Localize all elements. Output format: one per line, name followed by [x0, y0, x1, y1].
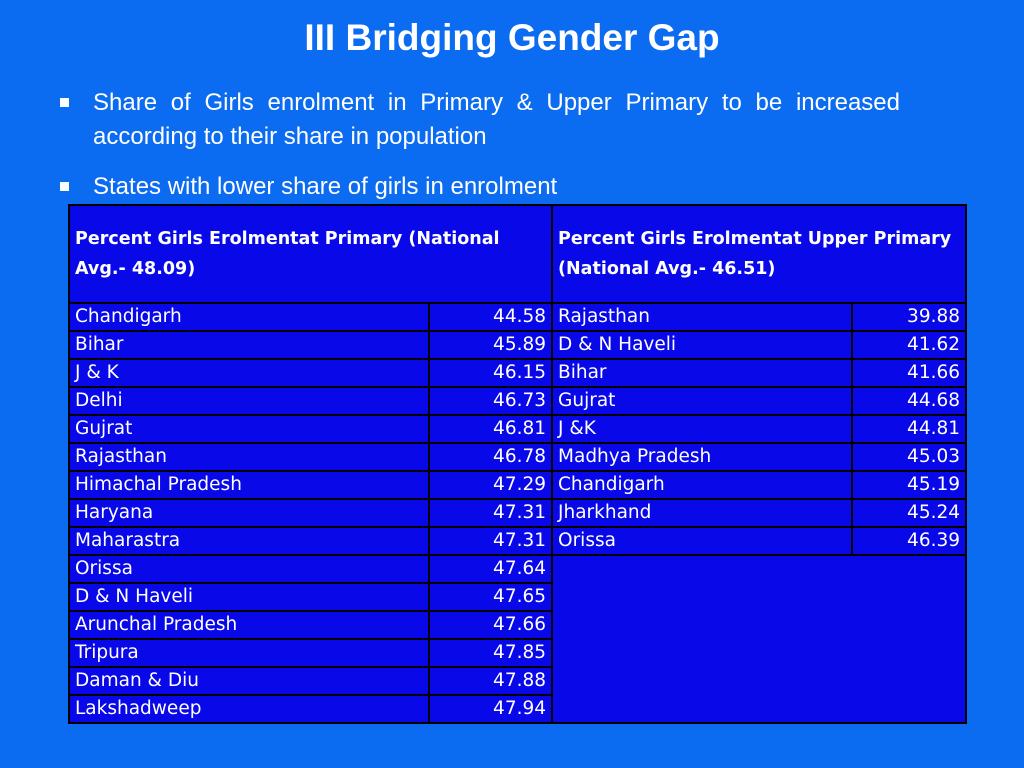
upper-state-cell: Madhya Pradesh: [552, 443, 852, 471]
upper-state-cell: Gujrat: [552, 387, 852, 415]
primary-value-cell: 44.58: [429, 303, 552, 331]
primary-value-cell: 47.88: [429, 667, 552, 695]
primary-state-cell: Arunchal Pradesh: [69, 611, 429, 639]
primary-state-cell: Haryana: [69, 499, 429, 527]
bullet-item: [60, 86, 900, 154]
upper-state-cell: Bihar: [552, 359, 852, 387]
primary-state-cell: Bihar: [69, 331, 429, 359]
table-row: [69, 527, 966, 555]
primary-state-cell: Rajasthan: [69, 443, 429, 471]
enrolment-table: [68, 204, 967, 724]
upper-value-cell: 41.66: [852, 359, 966, 387]
upper-value-cell: 44.68: [852, 387, 966, 415]
upper-empty-cell: [552, 555, 966, 723]
upper-value-cell: 41.62: [852, 331, 966, 359]
primary-state-cell: J & K: [69, 359, 429, 387]
upper-state-cell: J &K: [552, 415, 852, 443]
upper-value-cell: 39.88: [852, 303, 966, 331]
primary-state-cell: Gujrat: [69, 415, 429, 443]
primary-value-cell: 46.73: [429, 387, 552, 415]
primary-value-cell: 47.31: [429, 527, 552, 555]
table-row: [69, 387, 966, 415]
square-bullet-icon: [60, 98, 69, 107]
table-row: [69, 555, 966, 583]
table-row: [69, 443, 966, 471]
primary-value-cell: 47.94: [429, 695, 552, 723]
primary-value-cell: 46.15: [429, 359, 552, 387]
primary-state-cell: Maharastra: [69, 527, 429, 555]
upper-state-cell: Jharkhand: [552, 499, 852, 527]
primary-state-cell: Tripura: [69, 639, 429, 667]
primary-state-cell: D & N Haveli: [69, 583, 429, 611]
upper-state-cell: Orissa: [552, 527, 852, 555]
upper-value-cell: 45.03: [852, 443, 966, 471]
primary-value-cell: 46.81: [429, 415, 552, 443]
table-row: [69, 331, 966, 359]
primary-state-cell: Himachal Pradesh: [69, 471, 429, 499]
primary-value-cell: 47.65: [429, 583, 552, 611]
table-row: [69, 303, 966, 331]
bullet-text: Share of Girls enrolment in Primary & Upper Primary to be increased according to their share in population: [93, 89, 900, 150]
upper-value-cell: 45.19: [852, 471, 966, 499]
upper-value-cell: 45.24: [852, 499, 966, 527]
primary-state-cell: Orissa: [69, 555, 429, 583]
primary-value-cell: 45.89: [429, 331, 552, 359]
primary-value-cell: 47.64: [429, 555, 552, 583]
primary-value-cell: 47.85: [429, 639, 552, 667]
upper-state-cell: Rajasthan: [552, 303, 852, 331]
primary-state-cell: Chandigarh: [69, 303, 429, 331]
primary-value-cell: 47.31: [429, 499, 552, 527]
table-row: [69, 499, 966, 527]
table-row: [69, 359, 966, 387]
primary-state-cell: Lakshadweep: [69, 695, 429, 723]
header-upper-primary: Percent Girls Erolmentat Upper Primary (National Avg.- 46.51): [552, 205, 966, 303]
bullet-item: [60, 170, 900, 204]
header-primary: Percent Girls Erolmentat Primary (National Avg.- 48.09): [69, 205, 552, 303]
primary-value-cell: 47.66: [429, 611, 552, 639]
table-header-row: [69, 205, 966, 303]
table-row: [69, 415, 966, 443]
table-body: [69, 303, 966, 723]
upper-state-cell: D & N Haveli: [552, 331, 852, 359]
upper-value-cell: 46.39: [852, 527, 966, 555]
upper-value-cell: 44.81: [852, 415, 966, 443]
upper-state-cell: Chandigarh: [552, 471, 852, 499]
slide-title: III Bridging Gender Gap: [304, 17, 720, 58]
primary-state-cell: Daman & Diu: [69, 667, 429, 695]
square-bullet-icon: [60, 182, 69, 191]
bullet-text: States with lower share of girls in enrolment: [93, 173, 558, 200]
primary-state-cell: Delhi: [69, 387, 429, 415]
table-row: [69, 471, 966, 499]
primary-value-cell: 47.29: [429, 471, 552, 499]
primary-value-cell: 46.78: [429, 443, 552, 471]
